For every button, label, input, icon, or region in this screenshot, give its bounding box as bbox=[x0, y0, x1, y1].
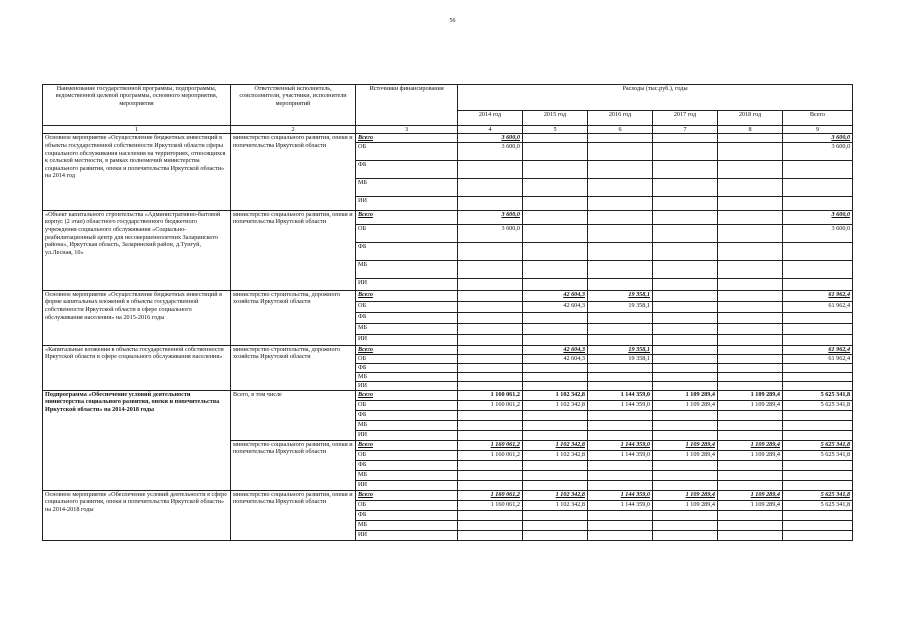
amount-cell: 61 962,4 bbox=[783, 354, 853, 363]
funding-source: Всего bbox=[356, 290, 458, 301]
amount-cell bbox=[783, 480, 853, 490]
amount-cell bbox=[458, 160, 523, 178]
amount-cell bbox=[783, 430, 853, 440]
amount-cell bbox=[783, 420, 853, 430]
funding-source: ИИ bbox=[356, 480, 458, 490]
amount-cell: 5 625 341,8 bbox=[783, 390, 853, 400]
amount-cell bbox=[783, 196, 853, 210]
amount-cell: 1 102 342,8 bbox=[523, 500, 588, 510]
amount-cell bbox=[718, 460, 783, 470]
funding-source: ИИ bbox=[356, 430, 458, 440]
amount-cell: 1 109 289,4 bbox=[653, 440, 718, 450]
amount-cell bbox=[718, 510, 783, 520]
amount-cell bbox=[458, 196, 523, 210]
amount-cell bbox=[653, 178, 718, 196]
amount-cell bbox=[718, 323, 783, 334]
amount-cell bbox=[718, 260, 783, 278]
amount-cell bbox=[458, 334, 523, 345]
amount-cell: 42 604,3 bbox=[523, 354, 588, 363]
funding-source: ИИ bbox=[356, 530, 458, 540]
amount-cell bbox=[718, 160, 783, 178]
amount-cell bbox=[523, 420, 588, 430]
amount-cell bbox=[588, 510, 653, 520]
row-name: Основное мероприятие «Осуществление бюджетных инвестиций в объекты государственной собственности Иркутской области сферы социального обслуживания населения на территориях, относящихся к сельской местности, в рамках полномочий министерства социального развития, опеки и попечительства Иркутской области» на 2014 год bbox=[43, 134, 231, 210]
amount-cell: 19 358,1 bbox=[588, 345, 653, 354]
column-number: 3 bbox=[356, 126, 458, 134]
amount-cell bbox=[523, 363, 588, 372]
amount-cell: 1 109 289,4 bbox=[653, 450, 718, 460]
amount-cell bbox=[588, 278, 653, 290]
column-number: 2 bbox=[231, 126, 356, 134]
funding-source: ОБ bbox=[356, 301, 458, 312]
amount-cell bbox=[653, 278, 718, 290]
amount-cell: 1 109 289,4 bbox=[653, 490, 718, 500]
funding-source: Всего bbox=[356, 134, 458, 142]
amount-cell bbox=[718, 470, 783, 480]
amount-cell: 1 102 342,8 bbox=[523, 490, 588, 500]
amount-cell bbox=[523, 242, 588, 260]
funding-source: ФБ bbox=[356, 460, 458, 470]
column-number: 6 bbox=[588, 126, 653, 134]
amount-cell bbox=[718, 312, 783, 323]
amount-cell bbox=[783, 510, 853, 520]
amount-cell bbox=[588, 142, 653, 160]
amount-cell bbox=[523, 460, 588, 470]
amount-cell: 5 625 341,8 bbox=[783, 490, 853, 500]
amount-cell bbox=[653, 372, 718, 381]
amount-cell: 1 144 359,0 bbox=[588, 390, 653, 400]
amount-cell: 1 109 289,4 bbox=[718, 490, 783, 500]
funding-source: ФБ bbox=[356, 410, 458, 420]
amount-cell bbox=[458, 530, 523, 540]
amount-cell: 5 625 341,8 bbox=[783, 400, 853, 410]
row-executor: министерство социального развития, опеки и попечительства Иркутской области bbox=[231, 440, 356, 490]
amount-cell bbox=[653, 242, 718, 260]
amount-cell bbox=[523, 334, 588, 345]
header-year: 2016 год bbox=[588, 111, 653, 126]
amount-cell bbox=[458, 470, 523, 480]
header-row bbox=[43, 85, 853, 111]
header-year: 2014 год bbox=[458, 111, 523, 126]
amount-cell bbox=[523, 178, 588, 196]
column-number: 8 bbox=[718, 126, 783, 134]
amount-cell bbox=[458, 301, 523, 312]
amount-cell: 1 144 359,0 bbox=[588, 490, 653, 500]
header-executor: Ответственный исполнитель, соисполнители, участники, исполнители мероприятий bbox=[231, 85, 356, 126]
amount-cell bbox=[783, 530, 853, 540]
amount-cell bbox=[653, 312, 718, 323]
amount-cell bbox=[588, 312, 653, 323]
amount-cell: 19 358,1 bbox=[588, 301, 653, 312]
amount-cell bbox=[653, 210, 718, 224]
funding-source: МБ bbox=[356, 520, 458, 530]
amount-cell bbox=[718, 242, 783, 260]
amount-cell bbox=[523, 260, 588, 278]
amount-cell bbox=[523, 470, 588, 480]
amount-cell bbox=[523, 278, 588, 290]
amount-cell: 61 962,4 bbox=[783, 290, 853, 301]
amount-cell bbox=[653, 345, 718, 354]
amount-cell: 19 358,1 bbox=[588, 354, 653, 363]
amount-cell bbox=[653, 430, 718, 440]
amount-cell bbox=[718, 480, 783, 490]
amount-cell bbox=[523, 381, 588, 390]
header-name: Наименование государственной программы, подпрограммы, ведомственной целевой программы, основного мероприятия, мероприятия bbox=[43, 85, 231, 126]
amount-cell bbox=[718, 142, 783, 160]
amount-cell bbox=[653, 520, 718, 530]
amount-cell bbox=[783, 178, 853, 196]
funding-source: Всего bbox=[356, 490, 458, 500]
amount-cell bbox=[588, 178, 653, 196]
column-number: 5 bbox=[523, 126, 588, 134]
amount-cell bbox=[588, 430, 653, 440]
amount-cell bbox=[458, 520, 523, 530]
funding-source: Всего bbox=[356, 440, 458, 450]
amount-cell bbox=[653, 460, 718, 470]
funding-source: Всего bbox=[356, 210, 458, 224]
amount-cell bbox=[458, 312, 523, 323]
amount-cell: 1 144 359,0 bbox=[588, 500, 653, 510]
amount-cell bbox=[588, 134, 653, 142]
amount-cell bbox=[523, 480, 588, 490]
amount-cell bbox=[718, 224, 783, 242]
amount-cell bbox=[783, 260, 853, 278]
amount-cell bbox=[653, 260, 718, 278]
amount-cell: 3 600,0 bbox=[458, 134, 523, 142]
amount-cell bbox=[458, 260, 523, 278]
row-executor: министерство социального развития, опеки и попечительства Иркутской области bbox=[231, 134, 356, 210]
amount-cell bbox=[653, 363, 718, 372]
funding-source: МБ bbox=[356, 323, 458, 334]
amount-cell bbox=[653, 510, 718, 520]
amount-cell bbox=[653, 290, 718, 301]
amount-cell: 19 358,1 bbox=[588, 290, 653, 301]
funding-source: ФБ bbox=[356, 312, 458, 323]
amount-cell bbox=[458, 278, 523, 290]
amount-cell bbox=[718, 290, 783, 301]
amount-cell bbox=[718, 345, 783, 354]
amount-cell bbox=[718, 354, 783, 363]
amount-cell bbox=[718, 430, 783, 440]
amount-cell bbox=[783, 520, 853, 530]
amount-cell bbox=[588, 242, 653, 260]
column-numbers-row bbox=[43, 126, 853, 134]
amount-cell: 1 160 061,2 bbox=[458, 500, 523, 510]
amount-cell bbox=[523, 160, 588, 178]
amount-cell bbox=[523, 312, 588, 323]
amount-cell: 42 604,3 bbox=[523, 301, 588, 312]
table-row bbox=[43, 134, 853, 142]
amount-cell: 1 160 061,2 bbox=[458, 390, 523, 400]
column-number: 9 bbox=[783, 126, 853, 134]
amount-cell bbox=[588, 372, 653, 381]
amount-cell bbox=[718, 381, 783, 390]
amount-cell bbox=[653, 224, 718, 242]
amount-cell bbox=[653, 334, 718, 345]
amount-cell: 1 160 061,2 bbox=[458, 400, 523, 410]
amount-cell: 1 102 342,8 bbox=[523, 400, 588, 410]
amount-cell bbox=[523, 142, 588, 160]
amount-cell: 61 962,4 bbox=[783, 301, 853, 312]
amount-cell bbox=[458, 178, 523, 196]
amount-cell: 1 160 061,2 bbox=[458, 490, 523, 500]
amount-cell bbox=[458, 381, 523, 390]
amount-cell: 42 604,3 bbox=[523, 345, 588, 354]
amount-cell bbox=[523, 323, 588, 334]
amount-cell bbox=[523, 430, 588, 440]
amount-cell bbox=[588, 363, 653, 372]
amount-cell bbox=[588, 210, 653, 224]
amount-cell bbox=[588, 520, 653, 530]
amount-cell: 1 109 289,4 bbox=[653, 390, 718, 400]
amount-cell bbox=[458, 323, 523, 334]
amount-cell: 1 109 289,4 bbox=[718, 500, 783, 510]
amount-cell: 3 600,0 bbox=[458, 210, 523, 224]
amount-cell: 1 102 342,8 bbox=[523, 450, 588, 460]
amount-cell: 1 144 359,0 bbox=[588, 400, 653, 410]
amount-cell bbox=[523, 510, 588, 520]
amount-cell: 1 109 289,4 bbox=[718, 400, 783, 410]
funding-source: ФБ bbox=[356, 510, 458, 520]
amount-cell: 3 600,0 bbox=[783, 210, 853, 224]
row-name: Подпрограмма «Обеспечение условий деятельности министерства социального развития, опеки и попечительства Иркутской области» на 2014-2018 годы bbox=[43, 390, 231, 490]
amount-cell bbox=[523, 372, 588, 381]
funding-source: ФБ bbox=[356, 242, 458, 260]
amount-cell: 1 109 289,4 bbox=[653, 400, 718, 410]
header-sources: Источники финансирования bbox=[356, 85, 458, 126]
funding-source: МБ bbox=[356, 372, 458, 381]
amount-cell bbox=[458, 345, 523, 354]
table-row bbox=[43, 345, 853, 354]
amount-cell bbox=[588, 160, 653, 178]
amount-cell bbox=[653, 134, 718, 142]
amount-cell bbox=[718, 301, 783, 312]
funding-source: ФБ bbox=[356, 160, 458, 178]
funding-source: ОБ bbox=[356, 400, 458, 410]
amount-cell bbox=[653, 480, 718, 490]
amount-cell bbox=[458, 242, 523, 260]
amount-cell bbox=[783, 242, 853, 260]
amount-cell bbox=[718, 363, 783, 372]
amount-cell: 3 600,0 bbox=[458, 224, 523, 242]
amount-cell bbox=[653, 420, 718, 430]
column-number: 7 bbox=[653, 126, 718, 134]
amount-cell bbox=[718, 278, 783, 290]
amount-cell: 1 109 289,4 bbox=[718, 450, 783, 460]
amount-cell bbox=[653, 410, 718, 420]
amount-cell bbox=[588, 460, 653, 470]
amount-cell bbox=[458, 510, 523, 520]
amount-cell bbox=[588, 196, 653, 210]
amount-cell bbox=[588, 470, 653, 480]
amount-cell bbox=[783, 381, 853, 390]
amount-cell bbox=[783, 160, 853, 178]
amount-cell bbox=[523, 224, 588, 242]
amount-cell bbox=[718, 530, 783, 540]
funding-source: МБ bbox=[356, 178, 458, 196]
funding-source: ОБ bbox=[356, 224, 458, 242]
amount-cell: 5 625 341,8 bbox=[783, 500, 853, 510]
row-name: Основное мероприятие «Осуществление бюджетных инвестиций в форме капитальных вложений в объекты государственной собственности Иркутской области в сфере социального обслуживания населения» на 2015-2016 годы bbox=[43, 290, 231, 345]
amount-cell bbox=[718, 210, 783, 224]
amount-cell: 1 160 061,2 bbox=[458, 440, 523, 450]
funding-source: ОБ bbox=[356, 500, 458, 510]
header-year: 2015 год bbox=[523, 111, 588, 126]
amount-cell bbox=[588, 410, 653, 420]
amount-cell bbox=[523, 520, 588, 530]
amount-cell: 42 604,3 bbox=[523, 290, 588, 301]
amount-cell: 1 144 359,0 bbox=[588, 450, 653, 460]
amount-cell bbox=[783, 312, 853, 323]
funding-source: МБ bbox=[356, 260, 458, 278]
financing-table bbox=[42, 84, 853, 541]
amount-cell: 5 625 341,8 bbox=[783, 450, 853, 460]
amount-cell bbox=[523, 410, 588, 420]
amount-cell: 1 102 342,8 bbox=[523, 440, 588, 450]
amount-cell bbox=[588, 420, 653, 430]
amount-cell bbox=[458, 363, 523, 372]
row-executor: министерство строительства, дорожного хозяйства Иркутской области bbox=[231, 290, 356, 345]
table-row bbox=[43, 210, 853, 224]
amount-cell bbox=[783, 278, 853, 290]
amount-cell: 61 962,4 bbox=[783, 345, 853, 354]
amount-cell: 1 102 342,8 bbox=[523, 390, 588, 400]
funding-source: МБ bbox=[356, 470, 458, 480]
amount-cell bbox=[783, 363, 853, 372]
row-executor: министерство строительства, дорожного хозяйства Иркутской области bbox=[231, 345, 356, 390]
amount-cell bbox=[783, 460, 853, 470]
header-total: Всего bbox=[783, 111, 853, 126]
funding-source: ФБ bbox=[356, 363, 458, 372]
amount-cell bbox=[588, 530, 653, 540]
amount-cell: 3 600,0 bbox=[458, 142, 523, 160]
amount-cell bbox=[653, 142, 718, 160]
funding-source: ИИ bbox=[356, 381, 458, 390]
amount-cell bbox=[653, 301, 718, 312]
amount-cell bbox=[588, 381, 653, 390]
amount-cell bbox=[523, 210, 588, 224]
amount-cell bbox=[458, 372, 523, 381]
amount-cell bbox=[653, 470, 718, 480]
amount-cell bbox=[588, 323, 653, 334]
amount-cell: 1 109 289,4 bbox=[718, 390, 783, 400]
amount-cell bbox=[588, 334, 653, 345]
amount-cell bbox=[783, 470, 853, 480]
amount-cell: 3 600,0 bbox=[783, 224, 853, 242]
funding-source: Всего bbox=[356, 345, 458, 354]
amount-cell bbox=[718, 520, 783, 530]
amount-cell bbox=[718, 410, 783, 420]
amount-cell: 1 144 359,0 bbox=[588, 440, 653, 450]
amount-cell bbox=[718, 196, 783, 210]
funding-source: ОБ bbox=[356, 354, 458, 363]
table-row bbox=[43, 290, 853, 301]
amount-cell: 3 600,0 bbox=[783, 134, 853, 142]
amount-cell bbox=[588, 480, 653, 490]
amount-cell bbox=[523, 530, 588, 540]
funding-source: ИИ bbox=[356, 334, 458, 345]
amount-cell bbox=[458, 430, 523, 440]
amount-cell bbox=[588, 224, 653, 242]
amount-cell bbox=[458, 480, 523, 490]
amount-cell bbox=[653, 196, 718, 210]
funding-source: ОБ bbox=[356, 142, 458, 160]
amount-cell: 1 160 061,2 bbox=[458, 450, 523, 460]
amount-cell bbox=[718, 178, 783, 196]
amount-cell: 3 600,0 bbox=[783, 142, 853, 160]
amount-cell: 1 109 289,4 bbox=[653, 500, 718, 510]
amount-cell bbox=[653, 323, 718, 334]
amount-cell bbox=[718, 420, 783, 430]
amount-cell bbox=[783, 410, 853, 420]
amount-cell bbox=[653, 354, 718, 363]
amount-cell bbox=[783, 323, 853, 334]
amount-cell bbox=[718, 134, 783, 142]
amount-cell bbox=[523, 196, 588, 210]
table-row bbox=[43, 390, 853, 400]
row-executor: министерство социального развития, опеки и попечительства Иркутской области bbox=[231, 490, 356, 540]
header-expenses: Расходы (тыс.руб.), годы bbox=[458, 85, 853, 111]
amount-cell bbox=[718, 334, 783, 345]
amount-cell bbox=[653, 160, 718, 178]
amount-cell bbox=[458, 410, 523, 420]
page-number: 56 bbox=[449, 18, 456, 24]
row-name: Основное мероприятие «Обеспечение условий деятельности в сфере социального развития, опеки и попечительства Иркутской области» на 2014-2018 годы bbox=[43, 490, 231, 540]
amount-cell: 5 625 341,8 bbox=[783, 440, 853, 450]
amount-cell bbox=[523, 134, 588, 142]
amount-cell bbox=[458, 460, 523, 470]
amount-cell bbox=[783, 334, 853, 345]
row-executor: министерство социального развития, опеки и попечительства Иркутской области bbox=[231, 210, 356, 290]
table-row bbox=[43, 490, 853, 500]
amount-cell: 1 109 289,4 bbox=[718, 440, 783, 450]
header-year: 2018 год bbox=[718, 111, 783, 126]
funding-source: МБ bbox=[356, 420, 458, 430]
amount-cell bbox=[653, 381, 718, 390]
funding-source: Всего bbox=[356, 390, 458, 400]
column-number: 4 bbox=[458, 126, 523, 134]
amount-cell bbox=[458, 290, 523, 301]
amount-cell bbox=[458, 354, 523, 363]
amount-cell bbox=[783, 372, 853, 381]
table-body bbox=[43, 134, 853, 540]
row-name: «Объект капитального строительства «Административно-бытовой корпус (2 этап) областного государственного бюджетного учреждения социального обслуживания «Социально-реабилитационный центр для несовершеннолетних Заларинского района», Иркутская область, Заларинский район, д.Тунгуй, ул.Лесная, 10» bbox=[43, 210, 231, 290]
funding-source: ОБ bbox=[356, 450, 458, 460]
header-year: 2017 год bbox=[653, 111, 718, 126]
amount-cell bbox=[653, 530, 718, 540]
funding-source: ИИ bbox=[356, 196, 458, 210]
amount-cell bbox=[718, 372, 783, 381]
row-executor: Всего, в том числе bbox=[231, 390, 356, 440]
column-number: 1 bbox=[43, 126, 231, 134]
row-name: «Капитальные вложения в объекты государственной собственности Иркутской области в сфере социального обслуживания населения» bbox=[43, 345, 231, 390]
funding-source: ИИ bbox=[356, 278, 458, 290]
amount-cell bbox=[588, 260, 653, 278]
amount-cell bbox=[458, 420, 523, 430]
